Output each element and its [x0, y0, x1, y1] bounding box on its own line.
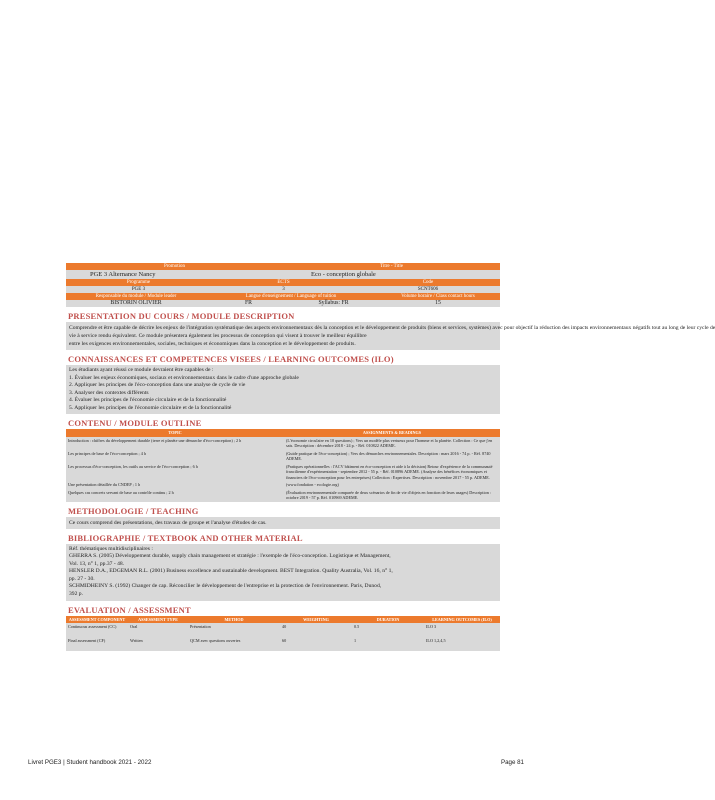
table-row: [66, 437, 500, 450]
bibliography-line: Réf. thématiques multidisciplinaires :: [69, 545, 153, 552]
topic-cell: Les principes de base de l'éco-conception ; 4 h: [68, 450, 146, 456]
duration-cell: 0.5: [354, 624, 360, 630]
assignments-column-header: ASSIGNMENTS & READINGS: [284, 429, 500, 437]
volume-value: 15: [435, 300, 441, 306]
ects-value: 3: [282, 287, 285, 292]
page-number: Page 81: [500, 759, 524, 766]
module-leader-value: BISTORIN OLIVIER: [110, 300, 162, 306]
ilo-cell: ILO 1,2,4,5: [426, 638, 446, 644]
table-row: [66, 623, 500, 637]
title-label: Titre - Title: [380, 264, 403, 269]
syllabus-language: Syllabus: FR: [318, 300, 349, 306]
method-header: METHOD: [188, 616, 280, 624]
module-outline-heading: CONTENU / MODULE OUTLINE: [68, 418, 202, 428]
type-header: ASSESSMENT TYPE: [128, 616, 188, 624]
ects-label: ECTS: [277, 280, 290, 285]
component-header: ASSESSMENT COMPONENT: [66, 616, 128, 624]
type-cell: Oral: [130, 624, 138, 630]
bibliography-heading: BIBLIOGRAPHIE / TEXTBOOK AND OTHER MATERIAL: [68, 532, 303, 543]
code-label: Code: [422, 280, 434, 285]
header-labels-row-2: [66, 279, 500, 286]
ilo-line: 1. Évaluer les enjeux économiques, sociaux et environnementaux dans le cadre d'une approche globale: [69, 374, 299, 381]
table-row: [66, 463, 500, 482]
type-cell: Written: [130, 638, 143, 644]
header-values-row-3: [66, 300, 500, 307]
page-footer: [28, 759, 524, 766]
topic-cell: Une présentation détaillée du CNDEP ; 1 h: [68, 482, 141, 487]
ilo-cell: ILO 3: [426, 624, 437, 630]
table-row: [66, 481, 500, 489]
header-values-row-1: [66, 270, 500, 279]
table-row: [66, 450, 500, 463]
assignment-cell: (www.fondation - ecologie.org): [286, 482, 339, 487]
table-row: [66, 637, 500, 651]
component-cell: Final assessment (CF): [68, 638, 106, 644]
presentation-line: vie à service rendu équivalent. Ce module présentera également les processus de conception qui visent à trouver le meilleur équilibre: [69, 333, 367, 339]
methodology-heading: METHODOLOGIE / TEACHING: [68, 505, 199, 516]
footer-handbook-label: Livret PGE3 | Student handbook 2021 - 2022: [28, 759, 152, 766]
bibliography-line: SCHMIDHEINY S. (1992) Changer de cap. Réconcilier le développement de l'entreprise et la protection de l'environnement. Paris, Dunod,: [69, 583, 382, 590]
ilo-line: 5. Appliquer les principes de l'économie circulaire et de la fonctionnalité: [69, 404, 232, 411]
promotion-value: PGE 3 Alternance Nancy: [90, 271, 156, 278]
evaluation-heading: EVALUATION / ASSESSMENT: [68, 604, 191, 615]
volume-label: Volume horaire / Class contact hours: [401, 294, 475, 299]
presentation-line: Comprendre et être capable de décrire les enjeux de l'intégration systématique des aspects environnementaux dès la conception et le développement de produits (biens et services, systèmes) avec pour objectif la réduction des impacts environnementaux négatifs tout au long de leur cycle de: [69, 325, 715, 331]
evaluation-table: [66, 616, 500, 652]
duration-header: DURATION: [352, 616, 424, 624]
language-label: Langue d'enseignement / Language of tuition: [245, 294, 337, 299]
code-value: SCNT606: [417, 287, 439, 292]
presentation-heading: PRESENTATION DU COURS / MODULE DESCRIPTION: [68, 311, 295, 321]
ilo-line: Les étudiants ayant réussi ce module devraient être capables de :: [69, 367, 214, 373]
weighting-header: WEIGHTING: [280, 616, 352, 624]
assignment-cell: (Pratiques opérationnelles : l'ACV bâtiment en éco-conception et aide à la décision) Retour d'expérience de la communauté francilienne d'expérimentation - septembre 2012 - 55 p. - Réf. 010896 ADEME. (Analyse des bénéfices économiques et financiers de l'éco-conception pour les entreprises) Collection : Expertises. Description : novembre 2017 - 55 p. ADEME.: [286, 463, 493, 480]
ilo-line: 4. Évaluer les principes de l'économie circulaire et de la fonctionnalité: [69, 397, 227, 403]
bibliography-line: 392 p.: [69, 591, 83, 598]
topic-column-header: TOPIC: [66, 429, 284, 437]
programme-label: Programme: [126, 280, 151, 285]
presentation-line: entre les exigences environnementales, sociales, techniques et économiques dans la conception et le développement de produits.: [69, 341, 356, 347]
module-leader-label: Responsable du module / Module leader: [95, 294, 177, 299]
ilo-header: LEARNING OUTCOMES (ILO): [424, 616, 500, 624]
weighting-cell: 40: [282, 624, 287, 630]
bibliography-line: HENSLER D.A., EDGEMAN R.L. (2001) Business excellence and sustainable development. BEST Integration. Quality Australia, Vol. 16, n° 1,: [69, 568, 393, 575]
ilo-line: 2. Appliquer les principes de l'éco-conception dans une analyse de cycle de vie: [69, 382, 246, 388]
bibliography-body: [66, 544, 500, 601]
syllabus-page: [66, 263, 715, 651]
learning-outcomes-body: [66, 365, 500, 414]
topic-cell: Quelques cas concrets servant de base au contrôle continu ; 2 h: [68, 489, 174, 495]
duration-cell: 1: [354, 638, 357, 644]
methodology-text: Ce cours comprend des présentations, des travaux de groupe et l'analyse d'études de cas.: [69, 519, 267, 526]
table-row: [66, 489, 500, 502]
component-cell: Continuous assessment (CC): [68, 624, 117, 630]
ilo-line: 3. Analyser des contextes différents: [69, 389, 149, 396]
learning-outcomes-heading: CONNAISSANCES ET COMPETENCES VISEES / LEARNING OUTCOMES (ILO): [68, 354, 394, 364]
topic-cell: Les processus d'éco-conception, les outils au service de l'éco-conception ; 6 h: [68, 463, 198, 469]
presentation-body: [66, 322, 715, 350]
weighting-cell: 60: [282, 638, 287, 644]
assignment-cell: (Guide pratique de l'éco-conception) ; Vers des démarches environnementales. Description : mars 2016 - 74 p. - Réf. 8740 ADEME.: [286, 450, 491, 461]
method-cell: QCM avec questions ouvertes: [190, 638, 241, 644]
method-cell: Présentation: [190, 624, 211, 630]
bibliography-line: Vol. 13, n° 1, pp.37 - 48.: [69, 560, 125, 567]
language-value: FR: [244, 300, 253, 306]
promotion-label: Promotion: [163, 264, 186, 269]
methodology-body: [66, 517, 500, 529]
module-outline-table: [66, 429, 500, 502]
topic-cell: Introduction : chiffres du développement durable (terre et planète une démarche d'éco-conception) ; 2 h: [68, 437, 242, 443]
programme-value: PGE 3: [131, 287, 146, 292]
title-value: Eco - conception globale: [311, 271, 376, 278]
assignment-cell: (L'économie circulaire en 10 questions) ; Vers un modèle plus vertueux pour l'homme et la planète. Collection : Ce que j'en sais. Description : décembre 2018 - 24 p. - Réf. 010822 ADEME.: [286, 437, 493, 448]
assignment-cell: (Évaluation environnementale comparée de deux scénarios de fin de vie d'objets en fonction de leurs usages) Description : octobre 2019 - 57 p. Réf. 010969 ADEME.: [286, 489, 492, 500]
header-labels-row-3: [66, 293, 500, 300]
header-values-row-2: [66, 286, 500, 293]
bibliography-line: pp. 27 - 30.: [69, 575, 95, 582]
header-labels-row-1: [66, 263, 500, 270]
bibliography-line: GHERRA S. (2005) Développement durable, supply chain management et stratégie : l'exemple de l'éco-conception. Logistique et Management,: [69, 553, 391, 560]
